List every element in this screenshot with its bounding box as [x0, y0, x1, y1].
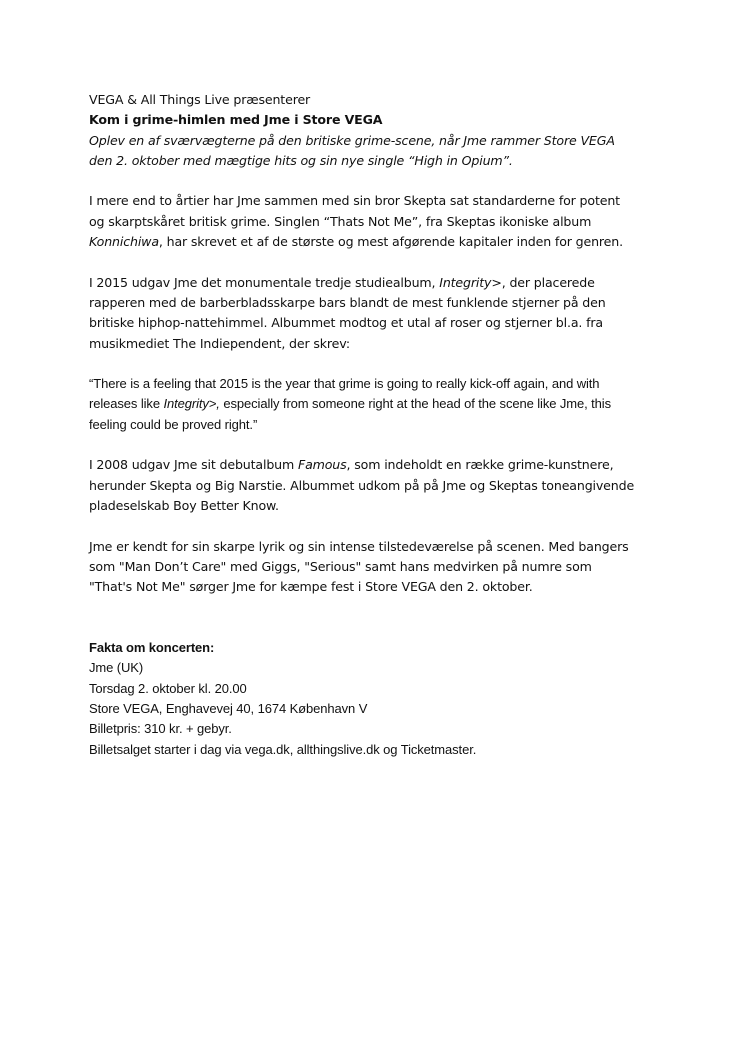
quote-text: releases like [89, 396, 164, 412]
paragraph-line: og skarptskåret britisk grime. Singlen “Thats Not Me”, fra Skeptas ikoniske album [89, 213, 592, 229]
paragraph-line [89, 273, 679, 293]
presenter-text: VEGA & All Things Live præsenterer [89, 92, 311, 107]
review-quote [89, 374, 679, 435]
paragraph-text: I 2008 udgav Jme sit debutalbum [89, 457, 298, 473]
concert-facts [89, 638, 679, 760]
paragraph-line: herunder Skepta og Big Narstie. Albummet udkom på på Jme og Skeptas toneangivende [89, 477, 635, 493]
intro-paragraph [89, 131, 679, 172]
facts-artist: Jme (UK) [89, 660, 144, 676]
paragraph-line: pladeselskab Boy Better Know. [89, 497, 279, 513]
album-title: Integrity>, [163, 396, 220, 412]
album-title: Konnichiwa [89, 234, 159, 250]
paragraph-line: "That's Not Me" sørger Jme for kæmpe fest i Store VEGA den 2. oktober. [89, 579, 533, 595]
paragraph-line: som "Man Don’t Care" med Giggs, "Serious" samt hans medvirken på numre som [89, 558, 592, 574]
facts-date: Torsdag 2. oktober kl. 20.00 [89, 680, 247, 696]
quote-line [89, 394, 679, 414]
quote-line: “There is a feeling that 2015 is the year that grime is going to really kick-off again, and with [89, 376, 600, 392]
presenter-line [89, 90, 679, 110]
headline-text: Kom i grime-himlen med Jme i Store VEGA [89, 112, 383, 128]
facts-price: Billetpris: 310 kr. + gebyr. [89, 721, 232, 737]
paragraph-history [89, 191, 679, 252]
paragraph-debut [89, 455, 679, 516]
paragraph-line [89, 455, 679, 475]
paragraph-integrity [89, 273, 679, 354]
paragraph-line: Jme er kendt for sin skarpe lyrik og sin intense tilstedeværelse på scenen. Med bangers [89, 538, 629, 554]
album-title: Integrity> [439, 274, 502, 290]
paragraph-line [89, 232, 679, 252]
intro-line: Oplev en af sværvægterne på den britiske grime-scene, når Jme rammer Store VEGA [89, 132, 615, 148]
paragraph-line: britiske hiphop-nattehimmel. Albummet modtog et utal af roser og stjerner bl.a. fra [89, 315, 603, 331]
quote-text: especially from someone right at the head of the scene like Jme, this [219, 396, 611, 412]
album-title: Famous [297, 457, 347, 473]
paragraph-text: , som indeholdt en række grime-kunstnere, [346, 457, 614, 473]
facts-heading: Fakta om koncerten: [89, 640, 215, 656]
paragraph-text: , har skrevet et af de største og mest afgørende kapitaler inden for genren. [158, 234, 623, 250]
paragraph-line: musikmediet The Indiependent, der skrev: [89, 335, 350, 351]
paragraph-live [89, 537, 679, 598]
paragraph-text: , der placerede [501, 274, 595, 290]
facts-sales: Billetsalget starter i dag via vega.dk, allthingslive.dk og Ticketmaster. [89, 741, 477, 757]
paragraph-line: I mere end to årtier har Jme sammen med sin bror Skepta sat standarderne for potent [89, 193, 620, 209]
paragraph-text: I 2015 udgav Jme det monumentale tredje studiealbum, [89, 274, 440, 290]
facts-venue: Store VEGA, Enghavevej 40, 1674 København V [89, 700, 368, 716]
headline [89, 110, 679, 130]
intro-line: den 2. oktober med mægtige hits og sin nye single “High in Opium”. [89, 152, 513, 168]
quote-line: feeling could be proved right.” [89, 416, 258, 432]
press-release-body [89, 90, 679, 760]
paragraph-line: rapperen med de barberbladsskarpe bars blandt de mest funklende stjerner på den [89, 294, 606, 310]
